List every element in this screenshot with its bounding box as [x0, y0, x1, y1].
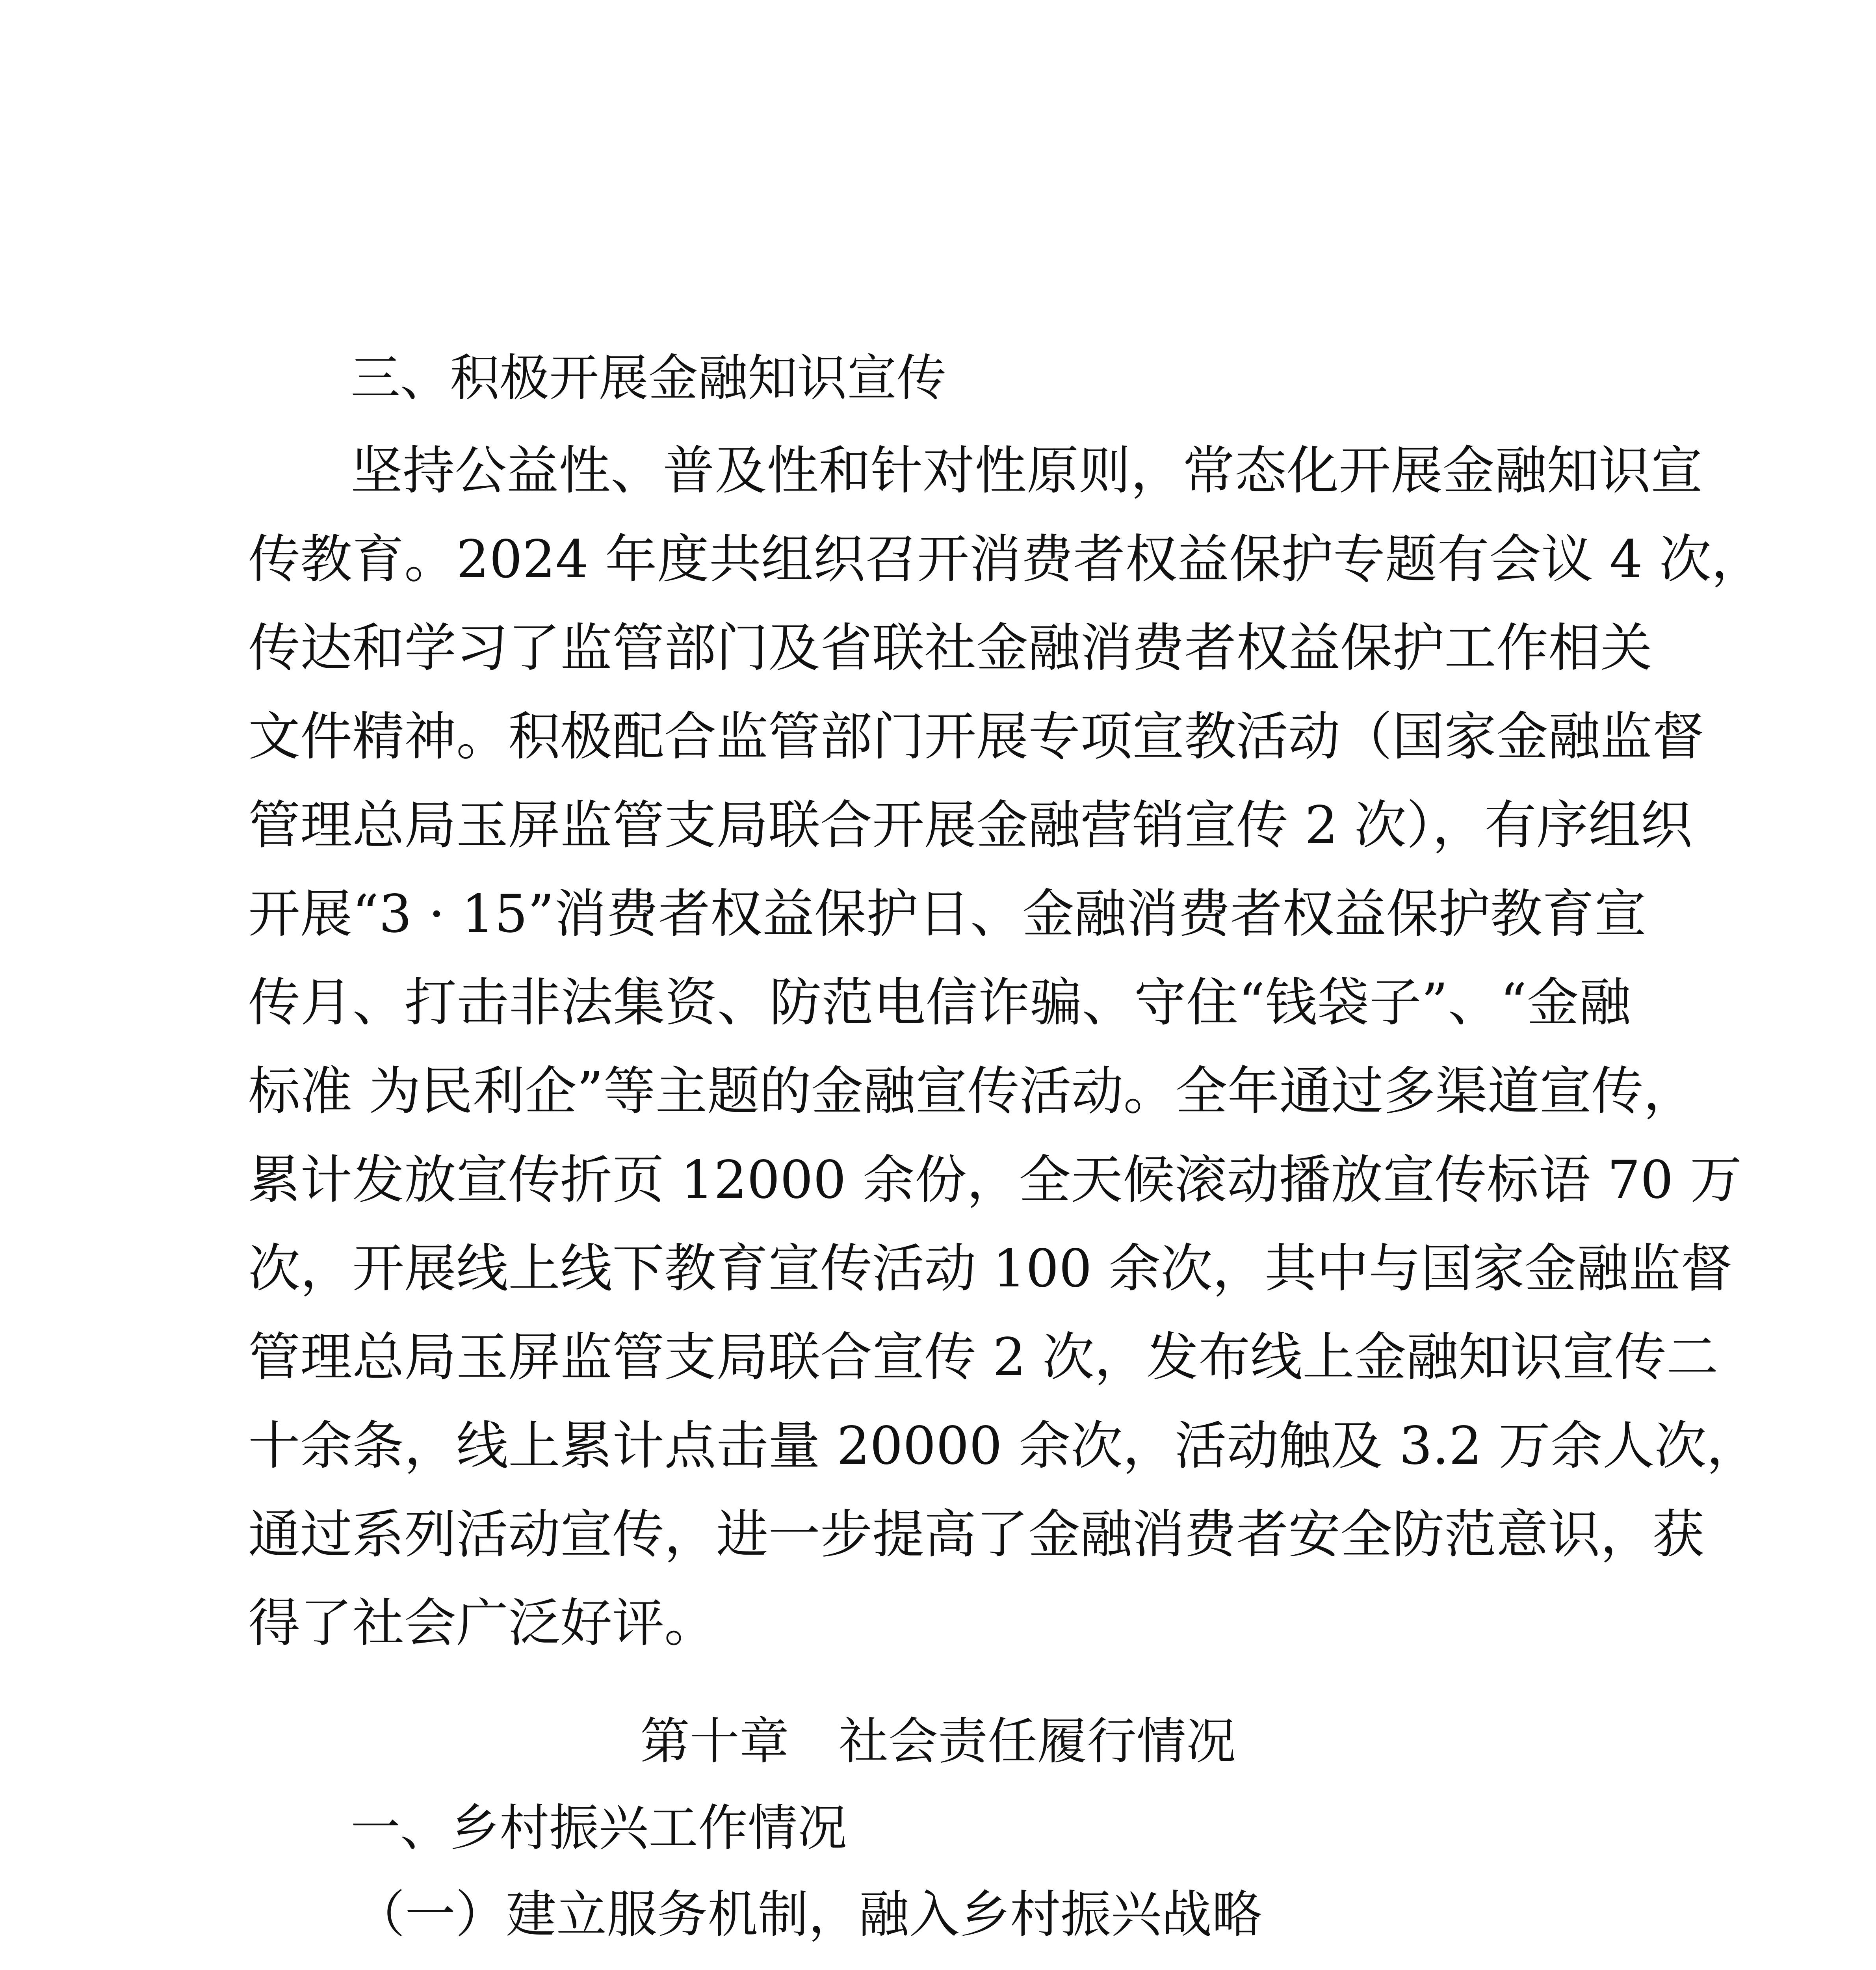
paragraph-line: 开展“3 · 15”消费者权益保护日、金融消费者权益保护教育宣 — [248, 884, 1646, 944]
paragraph-line: 坚持公益性、普及性和针对性原则，常态化开展金融知识宣 — [351, 440, 1703, 501]
paragraph-line: 文件精神。积极配合监管部门开展专项宣教活动（国家金融监督 — [248, 706, 1704, 767]
paragraph-line: 次，开展线上线下教育宣传活动 100 余次，其中与国家金融监督 — [248, 1238, 1733, 1299]
paragraph-line: 管理总局玉屏监管支局联合开展金融营销宣传 2 次），有序组织 — [248, 795, 1692, 856]
paragraph-line: 管理总局玉屏监管支局联合宣传 2 次，发布线上金融知识宣传二 — [248, 1327, 1718, 1388]
paragraph-line: 得了社会广泛好评。 — [248, 1593, 716, 1654]
section-heading: 三、积极开展金融知识宣传 — [351, 349, 946, 407]
paragraph-line: 传教育。2024 年度共组织召开消费者权益保护专题有会议 4 次， — [248, 529, 1763, 590]
paragraph-line: 标准 为民利企”等主题的金融宣传活动。全年通过多渠道宣传， — [248, 1061, 1696, 1122]
paragraph-line: 通过系列活动宣传，进一步提高了金融消费者安全防范意识，获 — [248, 1504, 1704, 1565]
paragraph-line: 传月、打击非法集资、防范电信诈骗、守住“钱袋子”、“金融 — [248, 972, 1631, 1033]
subsection-heading: （一）建立服务机制，融入乡村振兴战略 — [355, 1885, 1263, 1944]
chapter-title: 第十章 社会责任履行情况 — [640, 1712, 1236, 1770]
paragraph-line: 十余条，线上累计点击量 20000 余次，活动触及 3.2 万余人次， — [248, 1416, 1759, 1476]
paragraph-line: 累计发放宣传折页 12000 余份，全天候滚动播放宣传标语 70 万 — [248, 1150, 1742, 1210]
section-heading: 一、乡村振兴工作情况 — [351, 1799, 847, 1857]
paragraph-line: 传达和学习了监管部门及省联社金融消费者权益保护工作相关 — [248, 618, 1652, 678]
